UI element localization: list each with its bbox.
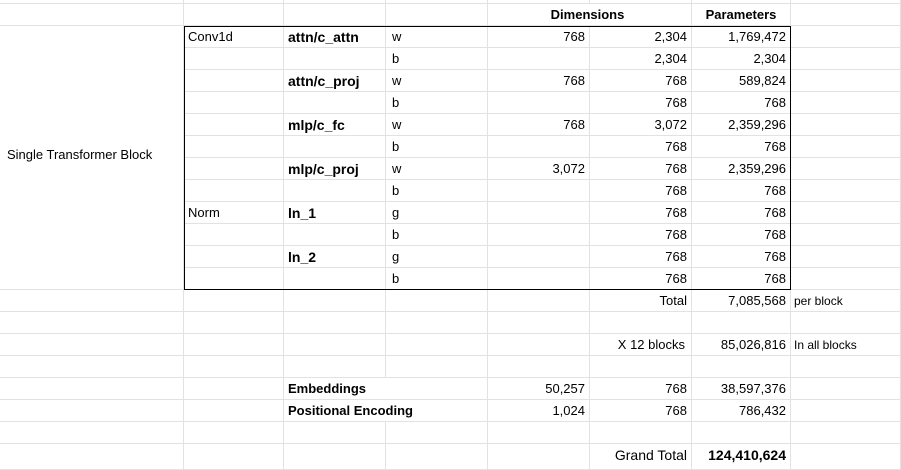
- empty-cell[interactable]: [284, 444, 386, 470]
- group-cell[interactable]: [184, 158, 284, 180]
- params-cell[interactable]: 768: [692, 136, 791, 158]
- group-cell[interactable]: [184, 114, 284, 136]
- empty-cell[interactable]: [184, 334, 284, 356]
- dim-out-cell[interactable]: 768: [590, 202, 692, 224]
- dim-in-cell[interactable]: [488, 92, 590, 114]
- dim-out-cell[interactable]: 768: [590, 180, 692, 202]
- layer-name-cell[interactable]: [284, 136, 386, 158]
- dim-in-cell[interactable]: [488, 246, 590, 268]
- empty-cell[interactable]: [791, 378, 901, 400]
- empty-cell[interactable]: [284, 290, 386, 312]
- positional-params[interactable]: 786,432: [692, 400, 791, 422]
- grand-total-label[interactable]: Grand Total: [590, 444, 692, 470]
- empty-cell[interactable]: [791, 114, 901, 136]
- dim-out-cell[interactable]: 768: [590, 224, 692, 246]
- empty-cell[interactable]: [0, 4, 184, 26]
- dim-out-cell[interactable]: 768: [590, 136, 692, 158]
- empty-cell[interactable]: [791, 400, 901, 422]
- empty-cell[interactable]: [488, 444, 590, 470]
- positional-dim-in[interactable]: 1,024: [488, 400, 590, 422]
- group-cell[interactable]: Norm: [184, 202, 284, 224]
- empty-cell[interactable]: [488, 290, 590, 312]
- empty-cell[interactable]: [791, 268, 901, 290]
- total-value[interactable]: 7,085,568: [692, 290, 791, 312]
- empty-cell[interactable]: [0, 312, 184, 334]
- layer-name-cell[interactable]: attn/c_proj: [284, 70, 386, 92]
- layer-name-cell[interactable]: mlp/c_proj: [284, 158, 386, 180]
- empty-cell[interactable]: [0, 422, 184, 444]
- params-cell[interactable]: 768: [692, 268, 791, 290]
- empty-cell[interactable]: [692, 0, 791, 4]
- blocks-note[interactable]: In all blocks: [791, 334, 901, 356]
- empty-cell[interactable]: [184, 422, 284, 444]
- empty-cell[interactable]: [184, 356, 284, 378]
- params-cell[interactable]: 2,359,296: [692, 114, 791, 136]
- empty-cell[interactable]: [184, 312, 284, 334]
- empty-cell[interactable]: [0, 444, 184, 470]
- empty-cell[interactable]: [386, 334, 488, 356]
- empty-cell[interactable]: [284, 312, 386, 334]
- empty-cell[interactable]: [488, 312, 590, 334]
- dim-out-cell[interactable]: 768: [590, 158, 692, 180]
- params-cell[interactable]: 768: [692, 202, 791, 224]
- empty-cell[interactable]: [791, 224, 901, 246]
- layer-name-cell[interactable]: [284, 224, 386, 246]
- empty-cell[interactable]: [184, 290, 284, 312]
- empty-cell[interactable]: [386, 422, 488, 444]
- empty-cell[interactable]: [791, 444, 901, 470]
- dim-out-cell[interactable]: 768: [590, 268, 692, 290]
- dim-in-cell[interactable]: 3,072: [488, 158, 590, 180]
- params-cell[interactable]: 2,304: [692, 48, 791, 70]
- dim-in-cell[interactable]: 768: [488, 26, 590, 48]
- positional-label[interactable]: Positional Encoding: [284, 400, 488, 422]
- empty-cell[interactable]: [0, 356, 184, 378]
- empty-cell[interactable]: [791, 4, 901, 26]
- dim-out-cell[interactable]: 768: [590, 246, 692, 268]
- empty-cell[interactable]: [791, 92, 901, 114]
- dim-in-cell[interactable]: [488, 268, 590, 290]
- group-cell[interactable]: [184, 180, 284, 202]
- total-note[interactable]: per block: [791, 290, 901, 312]
- group-cell[interactable]: [184, 136, 284, 158]
- empty-cell[interactable]: [488, 356, 590, 378]
- empty-cell[interactable]: [692, 422, 791, 444]
- empty-cell[interactable]: [284, 334, 386, 356]
- empty-cell[interactable]: [791, 356, 901, 378]
- params-cell[interactable]: 589,824: [692, 70, 791, 92]
- embeddings-label[interactable]: Embeddings: [284, 378, 488, 400]
- dim-in-cell[interactable]: 768: [488, 70, 590, 92]
- dim-in-cell[interactable]: [488, 48, 590, 70]
- dim-out-cell[interactable]: 2,304: [590, 26, 692, 48]
- layer-name-cell[interactable]: [284, 268, 386, 290]
- empty-cell[interactable]: [184, 4, 284, 26]
- layer-name-cell[interactable]: ln_2: [284, 246, 386, 268]
- empty-cell[interactable]: [791, 312, 901, 334]
- param-type-cell[interactable]: g: [386, 246, 488, 268]
- param-type-cell[interactable]: b: [386, 268, 488, 290]
- empty-cell[interactable]: [386, 4, 488, 26]
- param-type-cell[interactable]: w: [386, 70, 488, 92]
- empty-cell[interactable]: [590, 312, 692, 334]
- params-cell[interactable]: 768: [692, 224, 791, 246]
- param-type-cell[interactable]: b: [386, 224, 488, 246]
- empty-cell[interactable]: [791, 422, 901, 444]
- param-type-cell[interactable]: g: [386, 202, 488, 224]
- group-cell[interactable]: [184, 268, 284, 290]
- dim-in-cell[interactable]: [488, 224, 590, 246]
- group-cell[interactable]: [184, 48, 284, 70]
- empty-cell[interactable]: [488, 422, 590, 444]
- empty-cell[interactable]: [791, 202, 901, 224]
- layer-name-cell[interactable]: attn/c_attn: [284, 26, 386, 48]
- empty-cell[interactable]: [791, 246, 901, 268]
- grand-total-value[interactable]: 124,410,624: [692, 444, 791, 470]
- empty-cell[interactable]: [791, 70, 901, 92]
- empty-cell[interactable]: [791, 26, 901, 48]
- empty-cell[interactable]: [590, 422, 692, 444]
- empty-cell[interactable]: [488, 0, 590, 4]
- dimensions-header[interactable]: Dimensions: [488, 4, 692, 26]
- empty-cell[interactable]: [184, 400, 284, 422]
- dim-in-cell[interactable]: [488, 136, 590, 158]
- param-type-cell[interactable]: b: [386, 92, 488, 114]
- empty-cell[interactable]: [692, 356, 791, 378]
- group-cell[interactable]: Conv1d: [184, 26, 284, 48]
- empty-cell[interactable]: [0, 378, 184, 400]
- dim-out-cell[interactable]: 768: [590, 92, 692, 114]
- dim-out-cell[interactable]: 768: [590, 70, 692, 92]
- empty-cell[interactable]: [386, 356, 488, 378]
- param-type-cell[interactable]: w: [386, 114, 488, 136]
- empty-cell[interactable]: [184, 378, 284, 400]
- param-type-cell[interactable]: b: [386, 136, 488, 158]
- group-cell[interactable]: [184, 246, 284, 268]
- dim-in-cell[interactable]: [488, 202, 590, 224]
- block-label-cell[interactable]: Single Transformer Block: [0, 26, 184, 290]
- empty-cell[interactable]: [791, 48, 901, 70]
- empty-cell[interactable]: [692, 312, 791, 334]
- embeddings-dim-in[interactable]: 50,257: [488, 378, 590, 400]
- empty-cell[interactable]: [386, 290, 488, 312]
- layer-name-cell[interactable]: [284, 180, 386, 202]
- params-cell[interactable]: 768: [692, 92, 791, 114]
- dim-in-cell[interactable]: [488, 180, 590, 202]
- total-label[interactable]: Total: [590, 290, 692, 312]
- group-cell[interactable]: [184, 92, 284, 114]
- layer-name-cell[interactable]: [284, 48, 386, 70]
- empty-cell[interactable]: [284, 422, 386, 444]
- empty-cell[interactable]: [488, 334, 590, 356]
- parameters-header[interactable]: Parameters: [692, 4, 791, 26]
- empty-cell[interactable]: [791, 136, 901, 158]
- dim-in-cell[interactable]: 768: [488, 114, 590, 136]
- blocks-label[interactable]: X 12 blocks: [590, 334, 692, 356]
- empty-cell[interactable]: [184, 444, 284, 470]
- params-cell[interactable]: 768: [692, 180, 791, 202]
- dim-out-cell[interactable]: 2,304: [590, 48, 692, 70]
- empty-cell[interactable]: [284, 4, 386, 26]
- empty-cell[interactable]: [791, 180, 901, 202]
- group-cell[interactable]: [184, 224, 284, 246]
- empty-cell[interactable]: [284, 356, 386, 378]
- layer-name-cell[interactable]: [284, 92, 386, 114]
- empty-cell[interactable]: [0, 334, 184, 356]
- empty-cell[interactable]: [0, 290, 184, 312]
- empty-cell[interactable]: [590, 0, 692, 4]
- empty-cell[interactable]: [386, 444, 488, 470]
- params-cell[interactable]: 1,769,472: [692, 26, 791, 48]
- empty-cell[interactable]: [590, 356, 692, 378]
- params-cell[interactable]: 768: [692, 246, 791, 268]
- blocks-value[interactable]: 85,026,816: [692, 334, 791, 356]
- params-cell[interactable]: 2,359,296: [692, 158, 791, 180]
- empty-cell[interactable]: [386, 312, 488, 334]
- param-type-cell[interactable]: w: [386, 158, 488, 180]
- layer-name-cell[interactable]: mlp/c_fc: [284, 114, 386, 136]
- positional-dim-out[interactable]: 768: [590, 400, 692, 422]
- param-type-cell[interactable]: b: [386, 48, 488, 70]
- layer-name-cell[interactable]: ln_1: [284, 202, 386, 224]
- dim-out-cell[interactable]: 3,072: [590, 114, 692, 136]
- empty-cell[interactable]: [0, 400, 184, 422]
- empty-cell[interactable]: [791, 158, 901, 180]
- group-cell[interactable]: [184, 70, 284, 92]
- embeddings-params[interactable]: 38,597,376: [692, 378, 791, 400]
- embeddings-dim-out[interactable]: 768: [590, 378, 692, 400]
- param-type-cell[interactable]: b: [386, 180, 488, 202]
- param-type-cell[interactable]: w: [386, 26, 488, 48]
